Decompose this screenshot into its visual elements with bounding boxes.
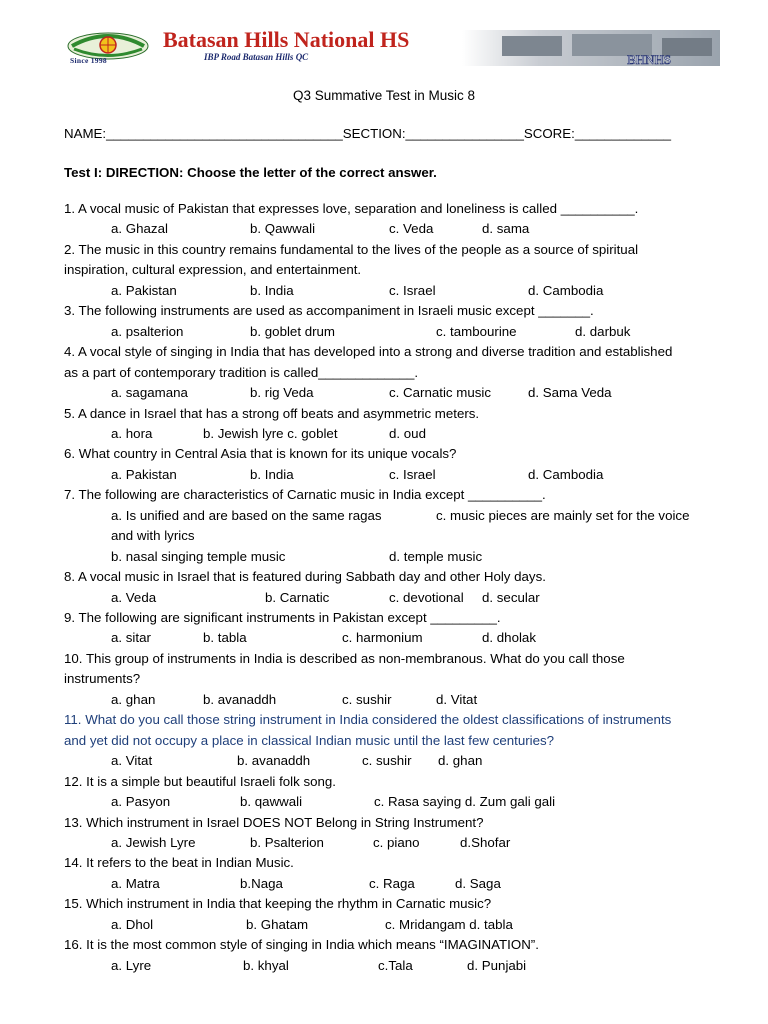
answer-choice: d. oud	[389, 425, 426, 441]
answer-choice: c. Rasa saying d. Zum gali gali	[374, 794, 556, 810]
answer-choice: d. secular	[482, 589, 540, 605]
answer-choice: a. hora	[111, 425, 153, 441]
answer-choice: a. ghan	[111, 691, 156, 707]
question-text: 6. What country in Central Asia that is known for its unique vocals?	[64, 446, 457, 462]
answer-choice: b. avanaddh	[237, 753, 311, 769]
answer-choice: d. sama	[482, 221, 530, 237]
answer-choice: b. Qawwali	[250, 221, 316, 237]
question-text: 3. The following instruments are used as accompaniment in Israeli music except _______.	[64, 303, 594, 319]
answer-choice: c. Veda	[389, 221, 434, 237]
question-text: 14. It refers to the beat in Indian Music.	[64, 855, 294, 871]
answer-choice: b. Psalterion	[250, 834, 324, 850]
question-text: 10. This group of instruments in India is described as non-membranous. What do you call those	[64, 650, 625, 666]
answer-choice: a. Jewish Lyre	[111, 834, 196, 850]
answer-choice: a. Pakistan	[111, 282, 177, 298]
answer-choice: c. sushir	[362, 753, 412, 769]
school-address: IBP Road Batasan Hills QC	[204, 52, 309, 62]
answer-choice: c. piano	[373, 834, 420, 850]
answer-choice: b. nasal singing temple music	[111, 548, 286, 564]
answer-choice: a. Is unified and are based on the same ragas	[111, 507, 382, 523]
question-text: 8. A vocal music in Israel that is featured during Sabbath day and other Holy days.	[64, 569, 546, 585]
answer-choice: d. darbuk	[575, 323, 631, 339]
question-text: 11. What do you call those string instrument in India considered the oldest classifications of instruments	[64, 712, 672, 728]
answer-choice: d. Sama Veda	[528, 385, 612, 401]
question-text-continued: instruments?	[64, 671, 141, 687]
answer-choice: b. avanaddh	[203, 691, 277, 707]
answer-choice: b. rig Veda	[250, 385, 314, 401]
answer-choice: d. Saga	[455, 875, 501, 891]
answer-choice: d. Punjabi	[467, 957, 527, 973]
question-text: 7. The following are characteristics of Carnatic music in India except __________.	[64, 487, 546, 503]
answer-choice: d. temple music	[389, 548, 483, 564]
answer-choice: b. goblet drum	[250, 323, 336, 339]
school-name: Batasan Hills National HS	[163, 27, 410, 52]
question-text-continued: inspiration, cultural expression, and entertainment.	[64, 262, 362, 278]
answer-choice: a. psalterion	[111, 323, 184, 339]
answer-choice: a. Dhol	[111, 916, 154, 932]
answer-choice: a. Lyre	[111, 957, 152, 973]
answer-choice: b. India	[250, 466, 294, 482]
question-text: 16. It is the most common style of singing in India which means “IMAGINATION”.	[64, 937, 539, 953]
answer-choice: c. Mridangam d. tabla	[385, 916, 513, 932]
question-text-continued: as a part of contemporary tradition is called_____________.	[64, 364, 419, 380]
answer-choice: c.Tala	[378, 957, 413, 973]
answer-choice: c. Israel	[389, 282, 436, 298]
answer-choice: c. Israel	[389, 466, 436, 482]
since-label: Since 1998	[70, 56, 107, 65]
question-text: 15. Which instrument in India that keeping the rhythm in Carnatic music?	[64, 896, 492, 912]
answer-choice: c. sushir	[342, 691, 392, 707]
answer-choice: c. Raga	[369, 875, 415, 891]
question-text: 1. A vocal music of Pakistan that expresses love, separation and loneliness is called __________.	[64, 201, 639, 216]
test-direction: Test I: DIRECTION: Choose the letter of the correct answer.	[64, 165, 437, 180]
answer-choice: c. tambourine	[436, 323, 517, 339]
answer-choice: d. Vitat	[436, 691, 478, 707]
answer-choice: c. harmonium	[342, 630, 423, 646]
question-text-continued: and yet did not occupy a place in classical Indian music until the last few centuries?	[64, 732, 555, 748]
answer-choice: a. Pakistan	[111, 466, 177, 482]
answer-choice: a. Vitat	[111, 753, 153, 769]
answer-choice: b. India	[250, 282, 294, 298]
school-building-banner	[462, 30, 720, 66]
answer-choice: c. devotional	[389, 589, 464, 605]
question-text: 12. It is a simple but beautiful Israeli folk song.	[64, 773, 336, 789]
answer-choice: a. Ghazal	[111, 221, 168, 237]
answer-choice: c. music pieces are mainly set for the voice	[436, 507, 690, 523]
banner-text: BHNHS	[627, 52, 672, 66]
answer-choice: b. tabla	[203, 630, 247, 646]
question-text: 13. Which instrument in Israel DOES NOT Belong in String Instrument?	[64, 814, 484, 830]
answer-choice: c. Carnatic music	[389, 385, 491, 401]
student-info-fields: NAME:________________________________SECTION:________________SCORE:_____________	[64, 126, 671, 141]
answer-choice: b. Jewish lyre c. goblet	[203, 425, 338, 441]
answer-choice: b.Naga	[240, 875, 283, 891]
question-text: 9. The following are significant instruments in Pakistan except _________.	[64, 610, 501, 625]
answer-choice: d. dholak	[482, 630, 536, 646]
answer-choice: d. Cambodia	[528, 282, 604, 298]
answer-choice: b. Ghatam	[246, 916, 309, 932]
answer-choice: a. Matra	[111, 875, 160, 891]
answer-choice: b. Carnatic	[265, 589, 330, 605]
answer-choice: b. qawwali	[240, 794, 303, 810]
school-header	[64, 28, 720, 68]
answer-choice: d.Shofar	[460, 834, 511, 850]
answer-choice: d. ghan	[438, 753, 483, 769]
answer-choice: d. Cambodia	[528, 466, 604, 482]
question-text: 4. A vocal style of singing in India that has developed into a strong and diverse tradition and established	[64, 344, 673, 360]
test-title: Q3 Summative Test in Music 8	[292, 88, 476, 103]
question-text: 5. A dance in Israel that has a strong off beats and asymmetric meters.	[64, 405, 480, 421]
answer-choice: and with lyrics	[111, 528, 195, 544]
answer-choice: a. sitar	[111, 630, 151, 646]
answer-choice: b. khyal	[243, 957, 289, 973]
answer-choice: a. Pasyon	[111, 794, 171, 810]
answer-choice: a. Veda	[111, 589, 157, 605]
question-text: 2. The music in this country remains fundamental to the lives of the people as a source of spiritual	[64, 241, 639, 257]
answer-choice: a. sagamana	[111, 385, 188, 401]
